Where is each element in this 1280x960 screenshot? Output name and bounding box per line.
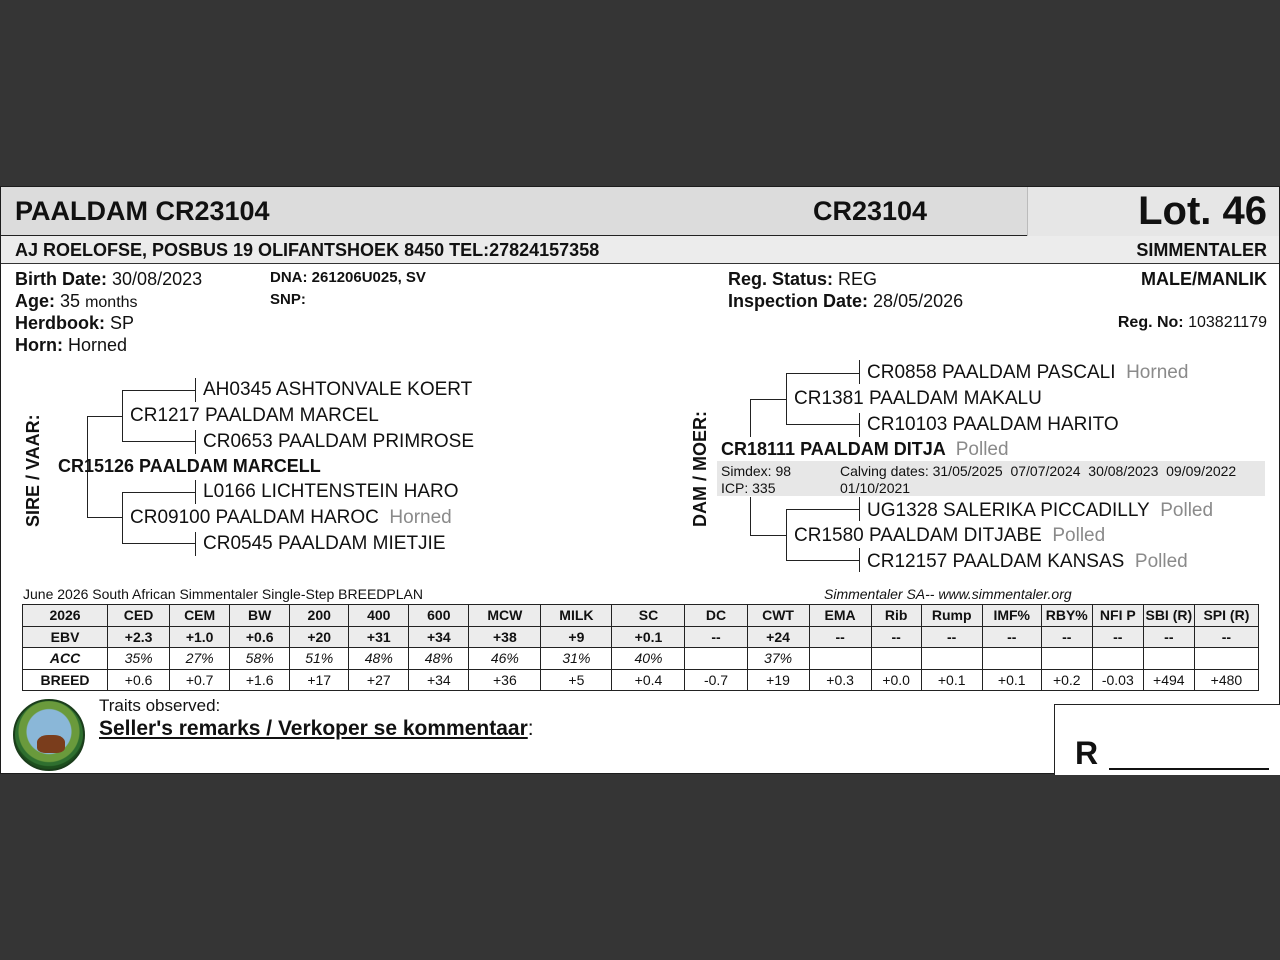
ebv-cell (1092, 648, 1143, 670)
ebv-cell: +27 (349, 669, 409, 691)
animal-name: PAALDAM CR23104 (15, 196, 270, 226)
sire-side-label: SIRE / VAAR: (23, 414, 43, 527)
dam-ggs1-name: CR0858 PAALDAM PASCALI (867, 362, 1116, 383)
dam-tree-line (786, 560, 859, 561)
ebv-cell (982, 648, 1041, 670)
dam-gd-horn: Polled (1052, 525, 1106, 546)
ebv-column-header: DC (685, 605, 747, 627)
dna (270, 269, 426, 286)
ebv-cell: 40% (612, 648, 685, 670)
dam-ggs2-name: UG1328 SALERIKA PICCADILLY (867, 500, 1150, 521)
sire-tree-line (122, 492, 195, 493)
dam-calving-dates-cont: 01/10/2021 (840, 480, 911, 496)
horn-value: Horned (68, 335, 128, 355)
age (15, 291, 138, 312)
dam-ggd2 (867, 551, 1188, 573)
ebv-cell: +0.6 (108, 669, 170, 691)
ebv-column-header: CWT (747, 605, 809, 627)
ebv-cell: +9 (541, 626, 612, 648)
ebv-header-row (23, 605, 1259, 627)
dam-tree-line (859, 413, 860, 437)
dam-simdex: Simdex: 98 (721, 463, 792, 479)
ebv-cell: -- (982, 626, 1041, 648)
dam-ggd1: CR10103 PAALDAM HARITO (867, 414, 1119, 435)
sire-gd-horn: Horned (389, 507, 452, 528)
dam-tree-line (750, 497, 751, 535)
sire-tree-line (195, 480, 196, 504)
owner-info: AJ ROELOFSE, POSBUS 19 OLIFANTSHOEK 8450 TEL:27824157358 (15, 240, 600, 260)
price-currency: R (1075, 735, 1099, 771)
dam-ggs1 (867, 362, 1188, 384)
sire-gd (130, 507, 452, 529)
ebv-column-header: CED (108, 605, 170, 627)
ebv-column-header: SBI (R) (1143, 605, 1194, 627)
ebv-column-header: EMA (809, 605, 871, 627)
ebv-cell: +24 (747, 626, 809, 648)
ebv-cell (809, 648, 871, 670)
price-box (1054, 704, 1280, 775)
breed-label: SIMMENTALER (1136, 240, 1267, 260)
ebv-cell (921, 648, 982, 670)
dam-name: CR18111 PAALDAM DITJA (721, 439, 946, 459)
ebv-column-header: Rump (921, 605, 982, 627)
seller-remarks-label: Seller's remarks / Verkoper se kommentaar (99, 717, 528, 740)
dam-tree-line (750, 399, 751, 437)
reg-no-value: 103821179 (1188, 314, 1267, 331)
dam-tree-line (786, 509, 787, 561)
ebv-cell: -0.7 (685, 669, 747, 691)
ebv-cell: +0.0 (871, 669, 921, 691)
reg-status-value: REG (838, 269, 878, 289)
price-line[interactable] (1109, 768, 1269, 770)
ebv-cell: 58% (230, 648, 290, 670)
ebv-cell: +0.1 (921, 669, 982, 691)
ebv-column-header: 600 (409, 605, 469, 627)
dna-value: 261206U025, SV (311, 269, 426, 286)
dam-gs: CR1381 PAALDAM MAKALU (794, 388, 1042, 409)
birth-date (15, 269, 202, 290)
ebv-cell: +2.3 (108, 626, 170, 648)
age-label: Age: (15, 291, 55, 311)
sire-tree-line (195, 430, 196, 454)
lot-card (0, 186, 1280, 774)
dam-name-row (721, 439, 1009, 461)
dam-ggd2-horn: Polled (1134, 551, 1188, 572)
ebv-cell: +0.2 (1041, 669, 1092, 691)
herdbook-label: Herdbook: (15, 313, 105, 333)
ebv-cell: -- (1143, 626, 1194, 648)
ebv-cell: +20 (290, 626, 349, 648)
ebv-cell: 37% (747, 648, 809, 670)
dam-gd (794, 525, 1105, 547)
ebv-cell: 31% (541, 648, 612, 670)
dam-horn: Polled (955, 439, 1009, 460)
animal-code: CR23104 (813, 196, 928, 226)
ebv-cell: +0.3 (809, 669, 871, 691)
ebv-cell: +34 (409, 626, 469, 648)
ebv-cell: +36 (469, 669, 541, 691)
dam-ggs2 (867, 500, 1213, 522)
ebv-column-header: 400 (349, 605, 409, 627)
ebv-cell (1041, 648, 1092, 670)
inspection-date (728, 291, 963, 312)
reg-status (728, 269, 877, 290)
lot-number: Lot. 46 (1138, 189, 1267, 233)
ebv-cell: 46% (469, 648, 541, 670)
simmentaler-logo (13, 699, 85, 771)
ebv-cell: +19 (747, 669, 809, 691)
ebv-column-header: MCW (469, 605, 541, 627)
ebv-column-header: CEM (170, 605, 230, 627)
ebv-cell: -- (1194, 626, 1258, 648)
ebv-cell: +1.6 (230, 669, 290, 691)
ebv-table (22, 604, 1259, 691)
herdbook-value: SP (110, 313, 135, 333)
dam-tree-line (786, 373, 787, 425)
sire-tree-line (87, 517, 122, 518)
sire-tree-line (195, 378, 196, 402)
ebv-column-header: MILK (541, 605, 612, 627)
ebv-cell: +17 (290, 669, 349, 691)
sire-ggs1: AH0345 ASHTONVALE KOERT (203, 379, 473, 400)
ebv-row (23, 626, 1259, 648)
ebv-cell: +480 (1194, 669, 1258, 691)
ebv-cell: 48% (409, 648, 469, 670)
dam-tree-line (786, 424, 859, 425)
ebv-cell: -- (809, 626, 871, 648)
ebv-cell: +0.4 (612, 669, 685, 691)
dam-gd-name: CR1580 PAALDAM DITJABE (794, 525, 1042, 546)
reg-no-label: Reg. No: (1117, 314, 1184, 331)
ebv-cell: +494 (1143, 669, 1194, 691)
sire-tree-line (122, 441, 195, 442)
ebv-cell (1143, 648, 1194, 670)
ebv-cell: -- (1092, 626, 1143, 648)
ebv-cell (871, 648, 921, 670)
ebv-cell: +0.1 (612, 626, 685, 648)
ebv-column-header: BW (230, 605, 290, 627)
inspection-value: 28/05/2026 (873, 291, 964, 311)
dam-tree-line (786, 373, 859, 374)
dam-tree-line (750, 535, 786, 536)
ebv-cell: +0.7 (170, 669, 230, 691)
birth-date-value: 30/08/2023 (112, 269, 203, 289)
sire-tree-line (87, 416, 122, 417)
sire-tree-line (122, 492, 123, 544)
sire-ggd1: CR0653 PAALDAM PRIMROSE (203, 431, 475, 452)
ebv-cell: +5 (541, 669, 612, 691)
horn-label: Horn: (15, 335, 63, 355)
reg-no (1118, 314, 1267, 332)
dam-tree-line (859, 360, 860, 384)
sire-ggd2: CR0545 PAALDAM MIETJIE (203, 533, 446, 554)
ebv-cell: +31 (349, 626, 409, 648)
ebv-column-header: SC (612, 605, 685, 627)
breedplan-caption: June 2026 South African Simmentaler Single-Step BREEDPLAN (23, 586, 423, 602)
ebv-cell (1194, 648, 1258, 670)
traits-observed: Traits observed: (99, 696, 221, 715)
ebv-cell: 48% (349, 648, 409, 670)
ebv-cell (685, 648, 747, 670)
ebv-cell: +0.6 (230, 626, 290, 648)
dam-icp: ICP: 335 (721, 480, 776, 496)
dam-side-label: DAM / MOER: (690, 411, 710, 527)
ebv-column-header: Rib (871, 605, 921, 627)
ebv-table-body (23, 605, 1259, 691)
dam-ggs2-horn: Polled (1160, 500, 1214, 521)
ebv-cell: -0.03 (1092, 669, 1143, 691)
seller-remarks (99, 717, 534, 741)
acc-row (23, 648, 1259, 670)
sire-ggs2: L0166 LICHTENSTEIN HARO (203, 481, 459, 502)
sire-tree-line (195, 532, 196, 556)
birth-date-label: Birth Date: (15, 269, 108, 289)
ebv-column-header: 2026 (23, 605, 108, 627)
dam-calving-dates: Calving dates: 31/05/2025 07/07/2024 30/08/2023 09/09/2022 (840, 463, 1237, 479)
ebv-cell: 51% (290, 648, 349, 670)
sire-gs: CR1217 PAALDAM MARCEL (130, 405, 379, 426)
dam-ggs1-horn: Horned (1126, 362, 1189, 383)
ebv-column-header: 200 (290, 605, 349, 627)
ebv-cell: 35% (108, 648, 170, 670)
dna-label: DNA: (270, 269, 308, 286)
dam-tree-line (750, 399, 786, 400)
sex-label: MALE/MANLIK (1141, 269, 1267, 289)
age-unit: months (85, 294, 138, 311)
seller-remarks-colon: : (527, 717, 534, 740)
snp-label: SNP: (270, 291, 306, 308)
herdbook (15, 313, 134, 334)
ebv-column-header: IMF% (982, 605, 1041, 627)
age-value: 35 (60, 291, 81, 311)
dam-tree-line (786, 509, 859, 510)
dam-tree-line (859, 548, 860, 572)
ebv-cell: EBV (23, 626, 108, 648)
ebv-column-header: RBY% (1041, 605, 1092, 627)
website-caption: Simmentaler SA-- www.simmentaler.org (824, 586, 1072, 602)
inspection-label: Inspection Date: (728, 291, 869, 311)
sire-tree-line (122, 390, 123, 442)
ebv-cell: +38 (469, 626, 541, 648)
reg-status-label: Reg. Status: (728, 269, 834, 289)
sire-tree-line (122, 543, 195, 544)
ebv-column-header: SPI (R) (1194, 605, 1258, 627)
ebv-cell: +1.0 (170, 626, 230, 648)
sire-name: CR15126 PAALDAM MARCELL (58, 456, 321, 476)
ebv-cell: -- (1041, 626, 1092, 648)
ebv-cell: +34 (409, 669, 469, 691)
dam-tree-line (859, 497, 860, 521)
dam-ggd2-name: CR12157 PAALDAM KANSAS (867, 551, 1125, 572)
sire-gd-name: CR09100 PAALDAM HAROC (130, 507, 379, 528)
ebv-cell: -- (871, 626, 921, 648)
ebv-cell: BREED (23, 669, 108, 691)
ebv-column-header: NFI P (1092, 605, 1143, 627)
ebv-cell: +0.1 (982, 669, 1041, 691)
sire-tree-line (122, 390, 195, 391)
horn (15, 335, 127, 356)
ebv-cell: -- (921, 626, 982, 648)
ebv-cell: ACC (23, 648, 108, 670)
ebv-cell: -- (685, 626, 747, 648)
breed-row (23, 669, 1259, 691)
ebv-cell: 27% (170, 648, 230, 670)
